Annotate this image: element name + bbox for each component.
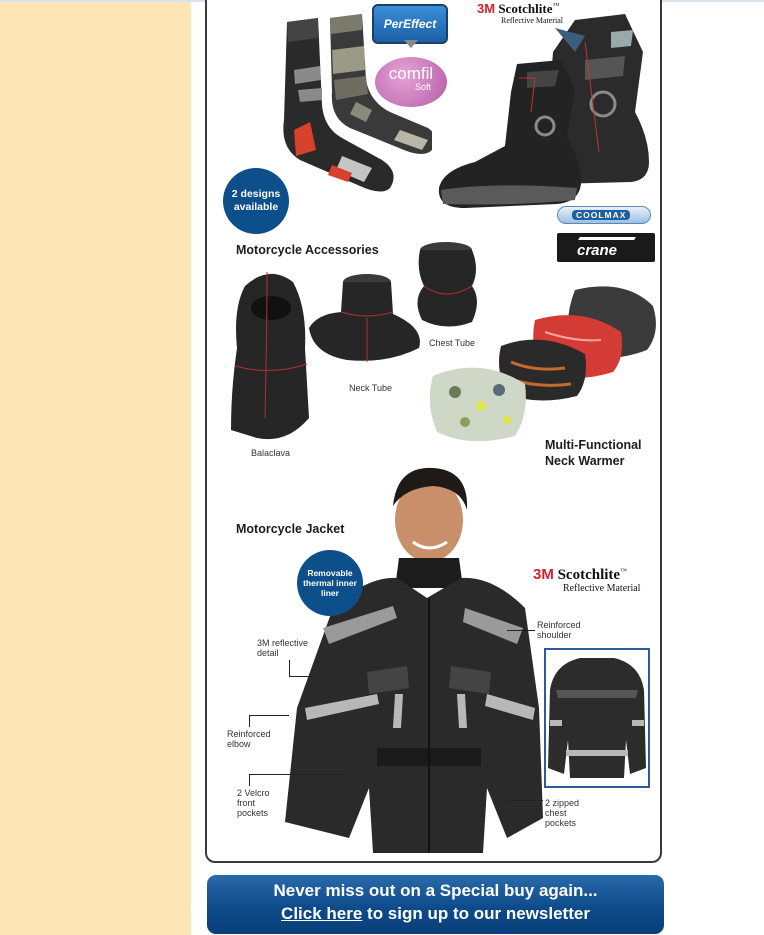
- callout-zipped-chest-pockets: 2 zipped chest pockets: [545, 798, 580, 828]
- leader-line: [507, 800, 543, 801]
- trademark-symbol: ™: [552, 1, 560, 10]
- callout-reinforced-shoulder: Reinforced shoulder: [537, 620, 581, 640]
- scotchlite-jacket-brand: 3M: [533, 566, 554, 583]
- neck-warmer-image: [425, 280, 660, 455]
- leader-line: [249, 774, 349, 775]
- jacket-image: [277, 458, 547, 863]
- pereffect-text: PerEffect: [383, 17, 437, 31]
- liner-badge: [297, 550, 363, 616]
- scotchlite-tagline-top: Reflective Material: [501, 16, 563, 25]
- designs-badge: [223, 168, 289, 234]
- trademark-symbol: ™: [620, 567, 627, 575]
- scotchlite-brand: 3M: [477, 1, 496, 16]
- scotchlite-jacket-name: Scotchlite: [557, 567, 621, 583]
- scotchlite-name: Scotchlite: [498, 1, 553, 16]
- designs-badge-text: 2 designs available: [231, 188, 281, 213]
- scotchlite-logo-jacket: [533, 566, 627, 584]
- coolmax-logo: [557, 206, 651, 224]
- comfil-name: comfil: [388, 64, 434, 83]
- leader-line: [249, 715, 250, 727]
- comfil-sub: Soft: [414, 82, 431, 92]
- chest-tube-label: Chest Tube: [429, 338, 476, 348]
- callout-reflective-detail: 3M reflective detail: [257, 638, 309, 658]
- liner-badge-text: Removable thermal inner liner: [303, 568, 357, 598]
- callout-velcro-pockets: 2 Velcro front pockets: [237, 788, 270, 818]
- boots-image: [435, 12, 655, 212]
- crane-swoosh-icon: [578, 237, 636, 240]
- jacket-back-frame: [544, 648, 650, 788]
- balaclava-label: Balaclava: [251, 448, 291, 458]
- balaclava-image: [227, 268, 312, 446]
- product-panel: [205, 0, 662, 863]
- coolmax-text: COOLMAX: [572, 210, 630, 220]
- neck-tube-image: [307, 272, 427, 372]
- leader-line: [289, 660, 290, 676]
- newsletter-subline: [207, 904, 664, 924]
- accessories-title: Motorcycle Accessories: [236, 243, 379, 257]
- scotchlite-tagline-jacket: Reflective Material: [563, 583, 641, 594]
- leader-line: [289, 676, 323, 677]
- newsletter-headline: Never miss out on a Special buy again...: [273, 881, 598, 900]
- leader-line: [249, 715, 289, 716]
- newsletter-banner[interactable]: [207, 875, 664, 934]
- neck-tube-label: Neck Tube: [349, 383, 393, 393]
- jacket-back-image: [546, 650, 648, 786]
- jacket-title: Motorcycle Jacket: [236, 522, 345, 536]
- crane-text: crane: [577, 242, 618, 259]
- left-sidebar-band: [0, 2, 191, 935]
- leader-line: [507, 630, 535, 631]
- neck-warmer-label: Multi-Functional Neck Warmer: [545, 438, 642, 468]
- newsletter-subline-text: to sign up to our newsletter: [362, 904, 590, 923]
- leader-line: [249, 774, 250, 786]
- arrow-down-icon: [404, 40, 418, 48]
- crane-logo: [557, 233, 655, 262]
- callout-reinforced-elbow: Reinforced elbow: [227, 729, 271, 749]
- newsletter-signup-link[interactable]: Click here: [281, 904, 363, 923]
